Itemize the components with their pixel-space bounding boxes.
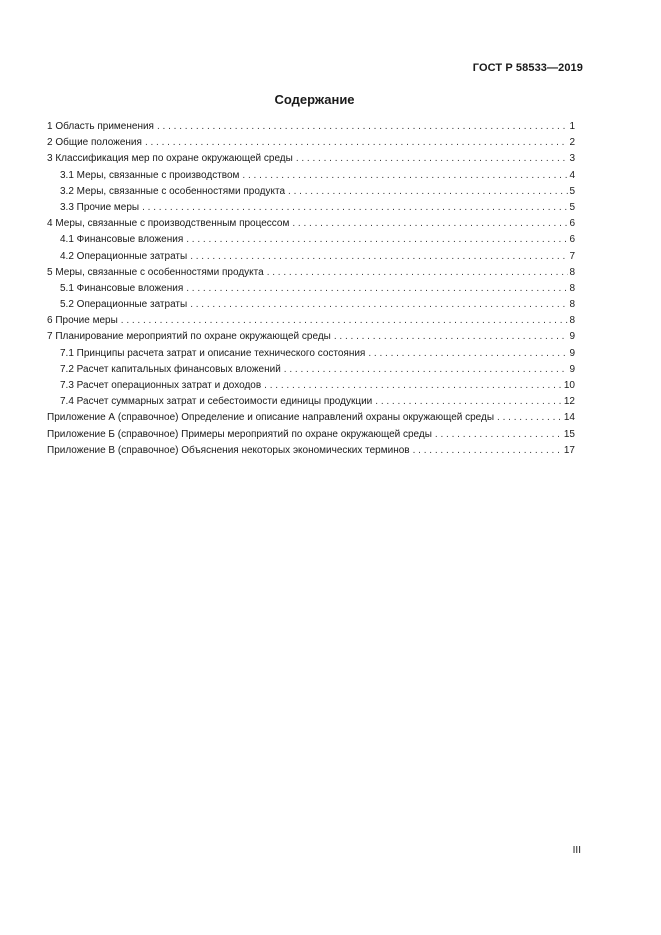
dot-leader	[242, 168, 568, 184]
toc-entry-page: 6	[569, 234, 575, 246]
toc-subentry[interactable]	[47, 184, 575, 200]
dot-leader	[264, 378, 563, 394]
toc-entry-text: 7.1 Принципы расчета затрат и описание технического состояния	[60, 347, 366, 359]
document-code: ГОСТ Р 58533—2019	[472, 62, 583, 74]
dot-leader	[497, 410, 563, 426]
toc-entry-text: 3.1 Меры, связанные с производством	[60, 169, 240, 181]
dot-leader	[190, 297, 568, 313]
toc-subentry[interactable]	[47, 249, 575, 265]
toc-entry-page: 15	[563, 428, 575, 440]
dot-leader	[142, 200, 568, 216]
toc-subentry[interactable]	[47, 200, 575, 216]
toc-entry[interactable]	[47, 427, 575, 443]
page-number: III	[572, 845, 581, 856]
toc-entry-page: 8	[569, 266, 575, 278]
toc-subentry[interactable]	[47, 281, 575, 297]
toc-entry-text: 7.3 Расчет операционных затрат и доходов	[60, 380, 262, 391]
toc-entry-page: 9	[569, 347, 575, 359]
toc-entry-page: 8	[569, 282, 575, 294]
toc-entry-page: 9	[569, 331, 575, 343]
dot-leader	[190, 249, 568, 265]
toc-entry-text: 4 Меры, связанные с производственным процессом	[47, 218, 290, 230]
dot-leader	[121, 313, 569, 329]
dot-leader	[157, 119, 568, 135]
toc-entry-page: 14	[563, 412, 575, 424]
toc-entry[interactable]	[47, 443, 575, 459]
toc-entry-text: 7.2 Расчет капитальных финансовых вложений	[60, 363, 281, 375]
table-of-contents	[47, 119, 575, 459]
toc-subentry[interactable]	[47, 297, 575, 313]
toc-entry-text: 6 Прочие меры	[47, 315, 118, 327]
toc-title: Содержание	[274, 92, 355, 107]
toc-entry[interactable]	[47, 329, 575, 345]
toc-entry-page: 8	[569, 299, 575, 311]
toc-entry-page: 7	[569, 250, 575, 262]
toc-entry-text: 4.2 Операционные затраты	[60, 250, 188, 262]
toc-subentry[interactable]	[47, 168, 575, 184]
toc-entry[interactable]	[47, 313, 575, 329]
toc-entry[interactable]	[47, 135, 575, 151]
toc-entry-text: Приложение Б (справочное) Примеры мероприятий по охране окружающей среды	[47, 428, 432, 440]
toc-entry-page: 2	[569, 137, 575, 149]
toc-subentry[interactable]	[47, 346, 575, 362]
dot-leader	[292, 216, 568, 232]
toc-entry-text: 2 Общие положения	[47, 137, 142, 149]
toc-entry-text: 3 Классификация мер по охране окружающей среды	[47, 153, 293, 165]
toc-entry-page: 10	[563, 380, 575, 391]
toc-entry[interactable]	[47, 265, 575, 281]
toc-entry-page: 5	[569, 185, 575, 197]
toc-entry-page: 3	[569, 153, 575, 165]
toc-entry-page: 9	[569, 363, 575, 375]
dot-leader	[413, 443, 563, 459]
toc-entry[interactable]	[47, 410, 575, 426]
toc-entry-text: 3.2 Меры, связанные с особенностями продукта	[60, 185, 286, 197]
dot-leader	[334, 329, 569, 345]
toc-entry-text: 5 Меры, связанные с особенностями продукта	[47, 266, 264, 278]
toc-entry-page: 6	[569, 218, 575, 230]
toc-entry-text: Приложение А (справочное) Определение и описание направлений охраны окружающей среды	[47, 412, 495, 424]
toc-entry-text: 7 Планирование мероприятий по охране окружающей среды	[47, 331, 331, 343]
dot-leader	[267, 265, 569, 281]
dot-leader	[435, 427, 563, 443]
toc-entry-page: 8	[569, 315, 575, 327]
toc-entry-text: Приложение В (справочное) Объяснения некоторых экономических терминов	[47, 444, 410, 456]
toc-subentry[interactable]	[47, 394, 575, 410]
toc-entry-page: 12	[563, 396, 575, 408]
toc-entry[interactable]	[47, 216, 575, 232]
dot-leader	[186, 232, 568, 248]
toc-subentry[interactable]	[47, 362, 575, 378]
toc-entry-text: 1 Область применения	[47, 121, 154, 132]
dot-leader	[186, 281, 568, 297]
toc-subentry[interactable]	[47, 232, 575, 248]
dot-leader	[288, 184, 568, 200]
dot-leader	[284, 362, 569, 378]
toc-entry-text: 5.1 Финансовые вложения	[60, 282, 184, 294]
toc-entry-text: 5.2 Операционные затраты	[60, 299, 188, 311]
dot-leader	[145, 135, 569, 151]
toc-entry-page: 5	[569, 201, 575, 213]
toc-entry-page: 4	[569, 169, 575, 181]
toc-subentry[interactable]	[47, 378, 575, 394]
toc-entry-text: 4.1 Финансовые вложения	[60, 234, 184, 246]
toc-entry-page: 1	[569, 121, 575, 132]
dot-leader	[368, 346, 568, 362]
toc-entry[interactable]	[47, 151, 575, 167]
toc-entry[interactable]	[47, 119, 575, 135]
dot-leader	[375, 394, 563, 410]
toc-entry-page: 17	[563, 444, 575, 456]
toc-entry-text: 7.4 Расчет суммарных затрат и себестоимости единицы продукции	[60, 396, 373, 408]
dot-leader	[296, 151, 569, 167]
toc-entry-text: 3.3 Прочие меры	[60, 201, 140, 213]
